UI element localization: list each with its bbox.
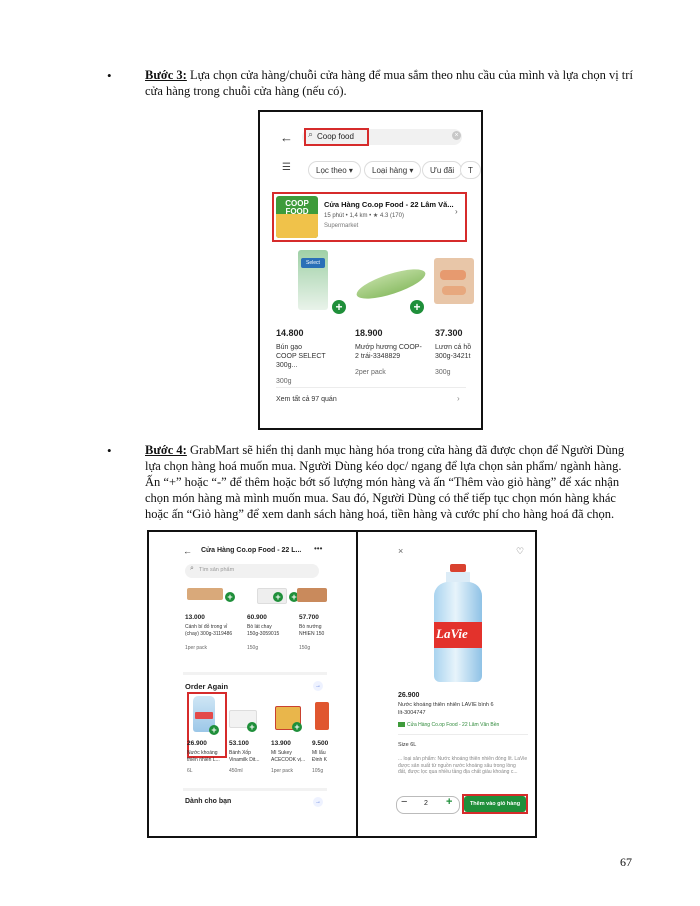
product-card[interactable] <box>276 328 348 385</box>
plus-button[interactable]: + <box>446 796 453 808</box>
store-category: Supermarket <box>324 223 359 229</box>
store-icon <box>398 722 405 727</box>
product-image[interactable] <box>315 702 329 730</box>
product-image[interactable] <box>297 588 327 602</box>
bullet-step4: • <box>107 443 112 458</box>
product-price: 14.800 <box>276 328 304 338</box>
add-button[interactable]: + <box>292 722 302 732</box>
product-image-fish[interactable] <box>434 258 474 304</box>
screenshot-store-catalog <box>147 530 357 838</box>
product-name: Bún gạo <box>276 344 303 351</box>
product-card[interactable]: 57.700 Bò nướng NHIEN 150 150g <box>299 614 325 651</box>
store-link[interactable]: Cửa Hàng Co.op Food - 22 Lâm Văn Bền <box>398 722 499 728</box>
divider <box>183 788 327 791</box>
product-card[interactable] <box>355 328 430 376</box>
product-card[interactable] <box>435 328 483 376</box>
product-price: 18.900 <box>355 328 383 338</box>
see-all-stores-link[interactable]: Xem tất cả 97 quán <box>276 396 337 403</box>
product-image-lavie-bottle: LaVie <box>432 564 484 684</box>
product-card[interactable]: 26.900 Nước khoáng thiên nhiên L... 6L <box>187 740 220 774</box>
for-you-title: Dành cho bạn <box>185 798 232 805</box>
filter-chip-more[interactable]: T <box>460 161 481 179</box>
screenshot-store-search <box>258 110 483 430</box>
chevron-right-icon: › <box>455 207 458 216</box>
divider <box>398 734 528 735</box>
minus-button[interactable]: − <box>401 796 408 808</box>
product-name: Lươn cá hồ <box>435 344 472 351</box>
product-card[interactable]: 13.900 Mì Sukey ACECOOK vị... 1per pack <box>271 740 306 774</box>
step3-label: Bước 3: <box>145 68 187 82</box>
product-description: ... loại sản phẩm: Nước khoáng thiên nhiên đóng lít. LaVie được sản xuất từ nguồn nước khoáng sâu trong lòng đất, được lọc qua nhiều tầng địa chất giàu khoáng c... <box>398 756 528 775</box>
add-button[interactable]: + <box>332 300 346 314</box>
product-name: Mướp hương COOP- <box>355 344 422 351</box>
step3-paragraph: Bước 3: Lựa chọn cửa hàng/chuỗi cửa hàng để mua sắm theo nhu cầu của mình và lựa chọn vị trí cửa hàng trong chuỗi cửa hàng (nếu có). <box>145 68 633 98</box>
step4-paragraph: Bước 4: GrabMart sẽ hiển thị danh mục hàng hóa trong cửa hàng đã được chọn để Người Dùng lựa chọn hàng hoá muốn mua. Người Dùng kéo dọc/ ngang để lựa chọn sản phẩm/ ngành hàng. Ấn “+” hoặc “-” để thêm hoặc bớt số lượng món hàng và ấn “Thêm vào giỏ hàng” để xác nhận chọn món hàng mà mình muốn mua. Sau đó, Người Dùng có thể tiếp tục chọn món hàng khác hoặc ấn “Giỏ hàng” để xem danh sách hàng hoá, tiền hàng và cước phí cho hàng hoá đã chọn. <box>145 443 625 521</box>
add-button[interactable]: + <box>209 725 219 735</box>
back-arrow-icon[interactable]: ← <box>280 130 293 145</box>
product-image-luffa[interactable] <box>354 263 429 304</box>
product-name: 300g-3421t <box>435 353 471 360</box>
divider <box>276 387 466 388</box>
add-button[interactable]: + <box>273 592 283 602</box>
arrow-right-icon[interactable]: → <box>315 683 321 689</box>
product-size: Size 6L <box>398 742 417 748</box>
product-price: 26.900 <box>398 692 420 699</box>
step4-label: Bước 4: <box>145 443 187 457</box>
search-input[interactable]: ⌕ Tìm sản phẩm <box>185 564 319 578</box>
product-sku: lít-3004747 <box>398 710 426 716</box>
highlight-search <box>304 128 369 146</box>
product-unit: 300g <box>435 369 451 376</box>
arrow-right-icon[interactable]: → <box>315 799 321 805</box>
product-card[interactable]: 60.900 Bò lát chay 150g-3059015 150g <box>247 614 280 651</box>
product-card[interactable]: 13.000 Cánh bí đỏ trong vỉ (chay) 300g-3119486 1per pack <box>185 614 233 651</box>
product-price: 37.300 <box>435 328 463 338</box>
filter-chip-promo[interactable]: Ưu đãi <box>422 161 462 179</box>
more-options-icon[interactable]: ••• <box>314 544 323 553</box>
search-icon: ⌕ <box>190 565 194 572</box>
chevron-right-icon: › <box>457 394 460 403</box>
product-image[interactable] <box>187 588 223 600</box>
add-button[interactable]: + <box>410 300 424 314</box>
product-card[interactable]: 9.500 Mì lẩu Đinh K 105g <box>312 740 329 774</box>
order-again-title: Order Again <box>185 682 229 691</box>
filter-chip-sort[interactable]: Lọc theo ▾ <box>308 161 361 179</box>
back-arrow-icon[interactable]: ← <box>183 546 192 556</box>
heart-icon[interactable]: ♡ <box>516 546 525 556</box>
search-icon: ⌕ <box>308 129 314 139</box>
store-meta: 15 phút • 1,4 km • ★ 4.3 (170) <box>324 213 404 219</box>
add-button[interactable]: + <box>289 592 299 602</box>
divider <box>183 672 327 675</box>
clear-icon[interactable]: × <box>452 131 461 140</box>
add-to-cart-button[interactable]: Thêm vào giỏ hàng <box>464 796 526 812</box>
product-image-rice-noodle[interactable]: Select <box>298 250 328 310</box>
product-unit: 300g <box>276 378 292 385</box>
product-name: COOP SELECT 300g... <box>276 353 326 369</box>
add-button[interactable]: + <box>225 592 235 602</box>
page-number: 67 <box>620 855 632 869</box>
quantity-value: 2 <box>424 800 428 807</box>
product-name: Nước khoáng thiên nhiên LAVIE bình 6 <box>398 702 494 708</box>
close-icon[interactable]: × <box>398 546 404 556</box>
highlight-add-to-cart <box>462 794 528 814</box>
store-title: Cửa Hàng Co.op Food - 22 L... <box>201 547 302 554</box>
search-input[interactable]: Coop food <box>317 132 354 141</box>
product-name: 2 trái-3348829 <box>355 353 401 360</box>
store-logo[interactable]: COOP FOOD <box>276 196 318 238</box>
filter-settings-icon[interactable]: ☰ <box>282 162 291 173</box>
product-card[interactable]: 53.100 Bánh Xốp Vinamilk Dit... 450ml <box>229 740 260 774</box>
product-unit: 2per pack <box>355 369 386 376</box>
store-name[interactable]: Cửa Hàng Co.op Food - 22 Lâm Vă... <box>324 200 454 209</box>
bullet-step3: • <box>107 68 112 83</box>
highlight-store <box>272 192 467 242</box>
screenshot-product-detail <box>356 530 537 838</box>
add-button[interactable]: + <box>247 722 257 732</box>
filter-chip-category[interactable]: Loại hàng ▾ <box>364 161 421 179</box>
